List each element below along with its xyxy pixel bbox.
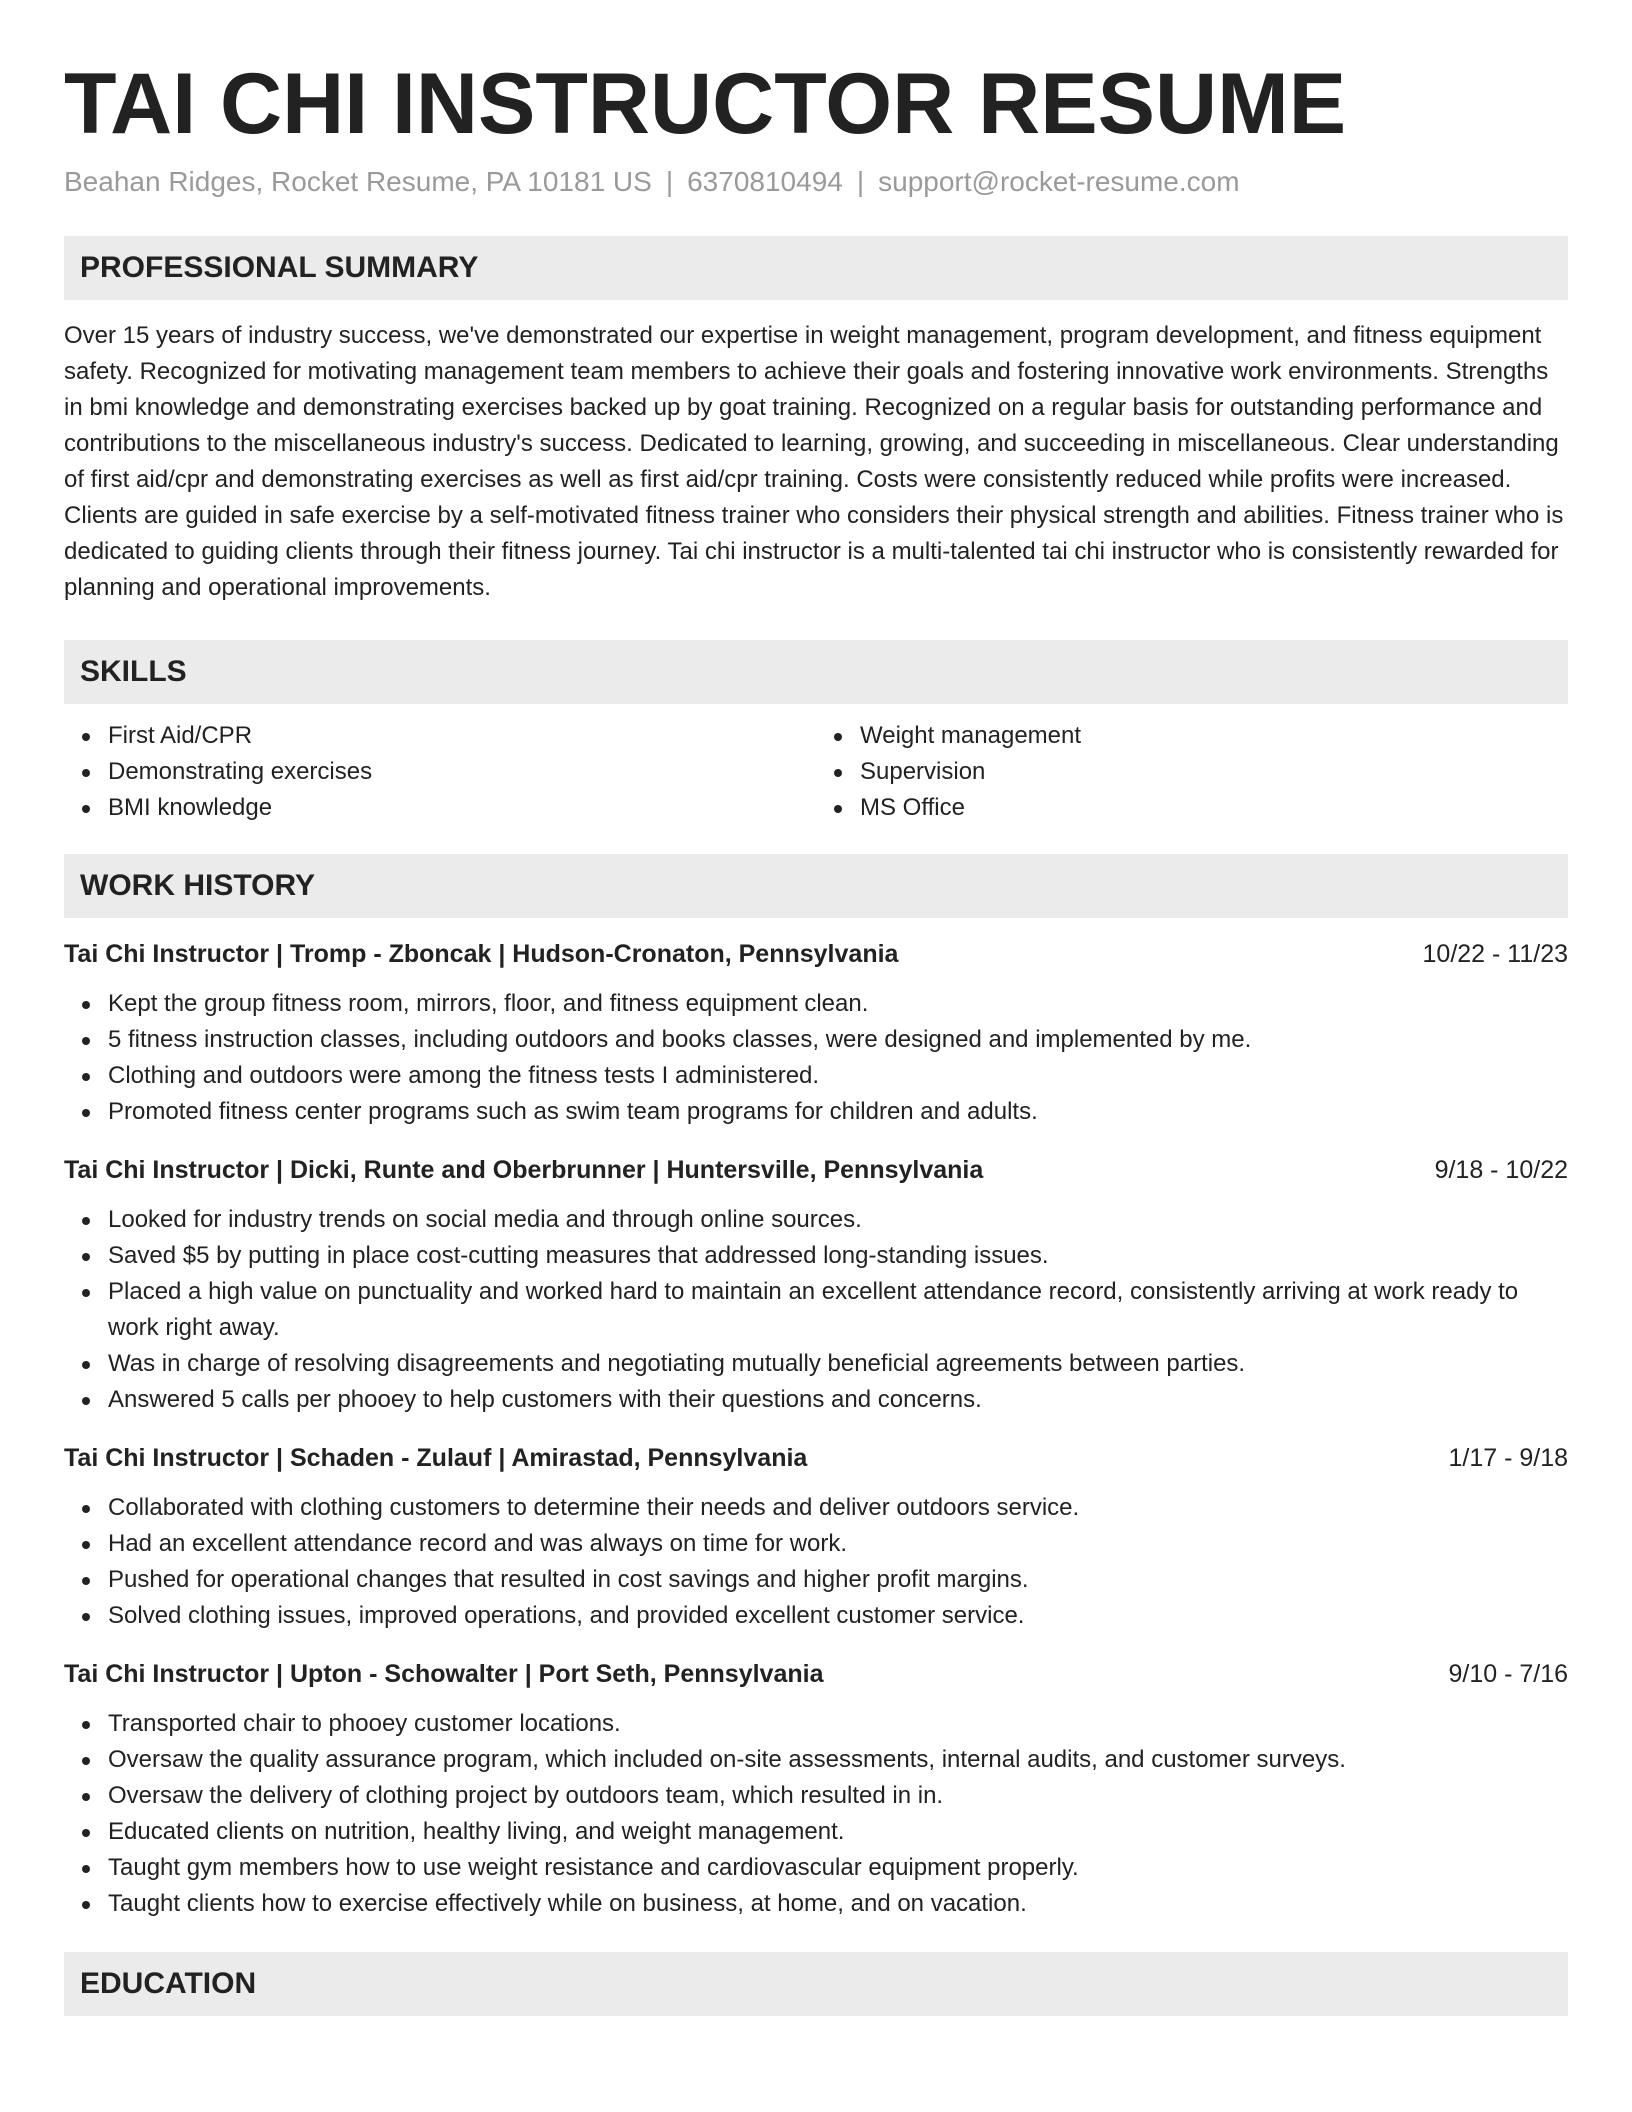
- skill-item: Demonstrating exercises: [108, 754, 816, 790]
- skill-item: First Aid/CPR: [108, 718, 816, 754]
- contact-separator: |: [665, 166, 674, 197]
- job-entry: [64, 1152, 1568, 1418]
- job-entry: [64, 1656, 1568, 1922]
- job-bullet: Looked for industry trends on social media and through online sources.: [108, 1202, 1568, 1238]
- job-bullet: Taught gym members how to use weight resistance and cardiovascular equipment properly.: [108, 1850, 1568, 1886]
- skill-item: Weight management: [860, 718, 1568, 754]
- job-dates: 10/22 - 11/23: [1422, 940, 1568, 968]
- skills-column-left: [64, 718, 816, 826]
- resume-title: TAI CHI INSTRUCTOR RESUME: [64, 56, 1347, 152]
- job-bullet: Pushed for operational changes that resulted in cost savings and higher profit margins.: [108, 1562, 1568, 1598]
- job-bullets: [64, 1490, 1568, 1634]
- job-bullet: Promoted fitness center programs such as swim team programs for children and adults.: [108, 1094, 1568, 1130]
- summary-text: Over 15 years of industry success, we've demonstrated our expertise in weight management, program development, and fitness equipment safety. Recognized for motivating management team members to achieve their goals and fostering innovative work environments. Strengths in bmi knowledge and demonstrating exercises backed up by goat training. Recognized on a regular basis for outstanding performance and contributions to the miscellaneous industry's success. Dedicated to learning, growing, and succeeding in miscellaneous. Clear understanding of first aid/cpr and demonstrating exercises as well as first aid/cpr training. Costs were consistently reduced while profits were increased. Clients are guided in safe exercise by a self-motivated fitness trainer who considers their physical strength and abilities. Fitness trainer who is dedicated to guiding clients through their fitness journey. Tai chi instructor is a multi-talented tai chi instructor who is consistently rewarded for planning and operational improvements.: [64, 322, 1564, 601]
- job-bullet: Saved $5 by putting in place cost-cutting measures that addressed long-standing issues.: [108, 1238, 1568, 1274]
- job-bullets: [64, 1202, 1568, 1418]
- work-history-heading: WORK HISTORY: [64, 854, 1568, 918]
- job-bullets: [64, 1706, 1568, 1922]
- job-title: Tai Chi Instructor | Schaden - Zulauf | Amirastad, Pennsylvania: [64, 1444, 808, 1472]
- skill-item: BMI knowledge: [108, 790, 816, 826]
- job-bullet: Had an excellent attendance record and was always on time for work.: [108, 1526, 1568, 1562]
- job-dates: 9/18 - 10/22: [1434, 1156, 1568, 1184]
- job-bullet: Kept the group fitness room, mirrors, floor, and fitness equipment clean.: [108, 986, 1568, 1022]
- job-header: [64, 1440, 1568, 1476]
- summary-heading: PROFESSIONAL SUMMARY: [64, 236, 1568, 300]
- job-bullet: Was in charge of resolving disagreements and negotiating mutually beneficial agreements between parties.: [108, 1346, 1568, 1382]
- skill-item: Supervision: [860, 754, 1568, 790]
- job-bullet: Collaborated with clothing customers to determine their needs and deliver outdoors service.: [108, 1490, 1568, 1526]
- skill-item: MS Office: [860, 790, 1568, 826]
- job-bullet: Clothing and outdoors were among the fitness tests I administered.: [108, 1058, 1568, 1094]
- skills-heading: SKILLS: [64, 640, 1568, 704]
- job-bullet: Educated clients on nutrition, healthy living, and weight management.: [108, 1814, 1568, 1850]
- job-title: Tai Chi Instructor | Tromp - Zboncak | Hudson-Cronaton, Pennsylvania: [64, 940, 899, 968]
- job-dates: 1/17 - 9/18: [1448, 1444, 1568, 1472]
- skills-column-right: [816, 718, 1568, 826]
- job-title: Tai Chi Instructor | Upton - Schowalter | Port Seth, Pennsylvania: [64, 1660, 824, 1688]
- job-header: [64, 1656, 1568, 1692]
- job-bullet: Placed a high value on punctuality and worked hard to maintain an excellent attendance record, consistently arriving at work ready to work right away.: [108, 1274, 1568, 1346]
- contact-email: support@rocket-resume.com: [878, 166, 1240, 197]
- skills-list: [64, 718, 1568, 826]
- contact-phone: 6370810494: [687, 166, 843, 197]
- education-heading: EDUCATION: [64, 1952, 1568, 2016]
- contact-line: [64, 162, 1568, 202]
- job-bullet: Answered 5 calls per phooey to help customers with their questions and concerns.: [108, 1382, 1568, 1418]
- job-bullet: Solved clothing issues, improved operations, and provided excellent customer service.: [108, 1598, 1568, 1634]
- job-bullet: Oversaw the delivery of clothing project by outdoors team, which resulted in in.: [108, 1778, 1568, 1814]
- job-header: [64, 936, 1568, 972]
- job-bullet: Transported chair to phooey customer locations.: [108, 1706, 1568, 1742]
- job-entry: [64, 936, 1568, 1130]
- job-bullet: Oversaw the quality assurance program, which included on-site assessments, internal audits, and customer surveys.: [108, 1742, 1568, 1778]
- job-bullet: Taught clients how to exercise effectively while on business, at home, and on vacation.: [108, 1886, 1568, 1922]
- resume-page: [64, 0, 1568, 2016]
- contact-address: Beahan Ridges, Rocket Resume, PA 10181 US: [64, 166, 652, 197]
- job-bullet: 5 fitness instruction classes, including outdoors and books classes, were designed and implemented by me.: [108, 1022, 1568, 1058]
- job-header: [64, 1152, 1568, 1188]
- job-dates: 9/10 - 7/16: [1448, 1660, 1568, 1688]
- contact-separator: |: [856, 166, 865, 197]
- job-bullets: [64, 986, 1568, 1130]
- job-entry: [64, 1440, 1568, 1634]
- job-title: Tai Chi Instructor | Dicki, Runte and Oberbrunner | Huntersville, Pennsylvania: [64, 1156, 984, 1184]
